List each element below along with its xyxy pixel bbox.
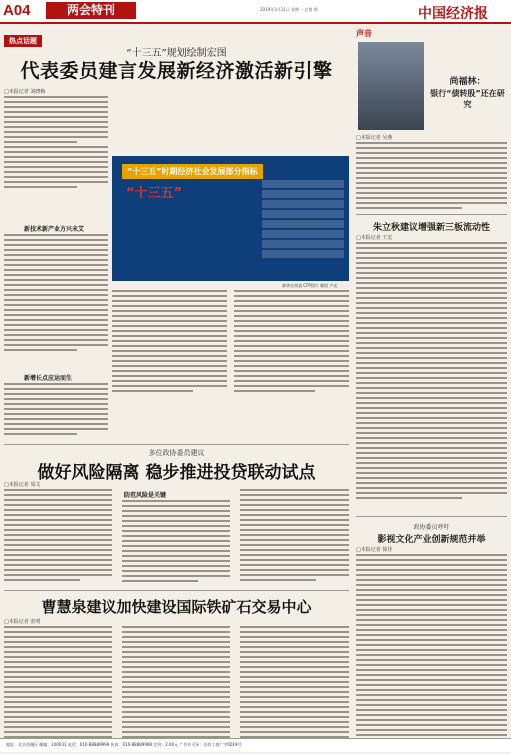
main-headline: 代表委员建言发展新经济激活新引擎: [20, 60, 333, 82]
right-kicker-3: 政协委员呼吁: [413, 524, 450, 531]
divider: [356, 214, 507, 215]
chart-table: [262, 180, 344, 268]
article-text-block: [4, 96, 108, 191]
hot-topic-tag: 热点话题: [4, 35, 42, 47]
voice-label: 声音: [356, 29, 372, 38]
article-text-block: [234, 290, 349, 395]
divider: [356, 516, 507, 517]
main-byline: □本报记者 刘晓梅: [4, 89, 46, 95]
third-byline: □本报记者 张明: [4, 619, 41, 625]
subhead-3: 防范风险是关键: [124, 492, 167, 499]
footer-info: 地址：北京西城区 邮编：100031 电话：010-88889999 传真：010-88889998 定价：2.00元 广告许可证：京西工商广字0019号: [6, 742, 242, 747]
paper-name: 中国经济报: [418, 6, 488, 22]
page-number: A04: [3, 2, 31, 19]
third-headline: 曹慧泉建议加快建设国际铁矿石交易中心: [41, 598, 312, 616]
second-headline: 做好风险隔离 稳步推进投贷联动试点: [37, 463, 316, 483]
footer: [0, 738, 511, 752]
article-text-block: [356, 554, 507, 754]
article-text-block: [4, 383, 108, 438]
divider: [4, 444, 349, 445]
article-text-block: [4, 489, 112, 584]
subhead-1: 新技术新产业方兴未艾: [24, 226, 85, 233]
article-text-block: [4, 626, 112, 751]
right-column: [356, 28, 507, 728]
chart-big-text: “十三五”: [126, 186, 183, 201]
right-title-2: 朱立秋建议增强新三板流动性: [372, 223, 490, 233]
article-text-block: [240, 489, 349, 584]
chart-title: “十三五”时期经济社会发展部分指标: [122, 164, 263, 179]
speaker-quote: 银行“债转股”还在研究: [430, 89, 505, 109]
second-byline: □本报记者 周文: [4, 482, 41, 488]
article-text-block: [122, 500, 230, 585]
issue-info: 2019年3月11日 星期一 总第 期: [260, 7, 318, 12]
article-text-block: [240, 626, 349, 751]
right-title-3: 影视文化产业创新规范并举: [377, 535, 486, 545]
divider: [4, 590, 349, 591]
left-column: [4, 28, 349, 728]
second-kicker: 多位政协委员建议: [148, 449, 205, 457]
article-text-block: [112, 290, 227, 395]
indicator-chart-graphic: [112, 156, 349, 281]
chart-credit: 新华社图表 CFP图片 制图 卢光: [282, 283, 338, 288]
right-byline-3: □本报记者 徐佳: [356, 547, 393, 553]
right-byline: □本报记者 吴燕: [356, 135, 393, 141]
article-text-block: [356, 142, 507, 212]
article-text-block: [122, 626, 230, 751]
speaker-name: 尚福林：: [449, 77, 486, 87]
portrait-photo: [358, 42, 424, 130]
subhead-2: 新增长点应运而生: [24, 375, 73, 382]
article-text-block: [4, 234, 108, 354]
masthead: [0, 0, 511, 24]
section-banner: 两会特刊: [46, 2, 136, 19]
main-kicker: “十三五”规划绘制宏图: [126, 48, 227, 59]
right-byline-2: □本报记者 王宏: [356, 235, 393, 241]
article-text-block: [356, 242, 507, 502]
